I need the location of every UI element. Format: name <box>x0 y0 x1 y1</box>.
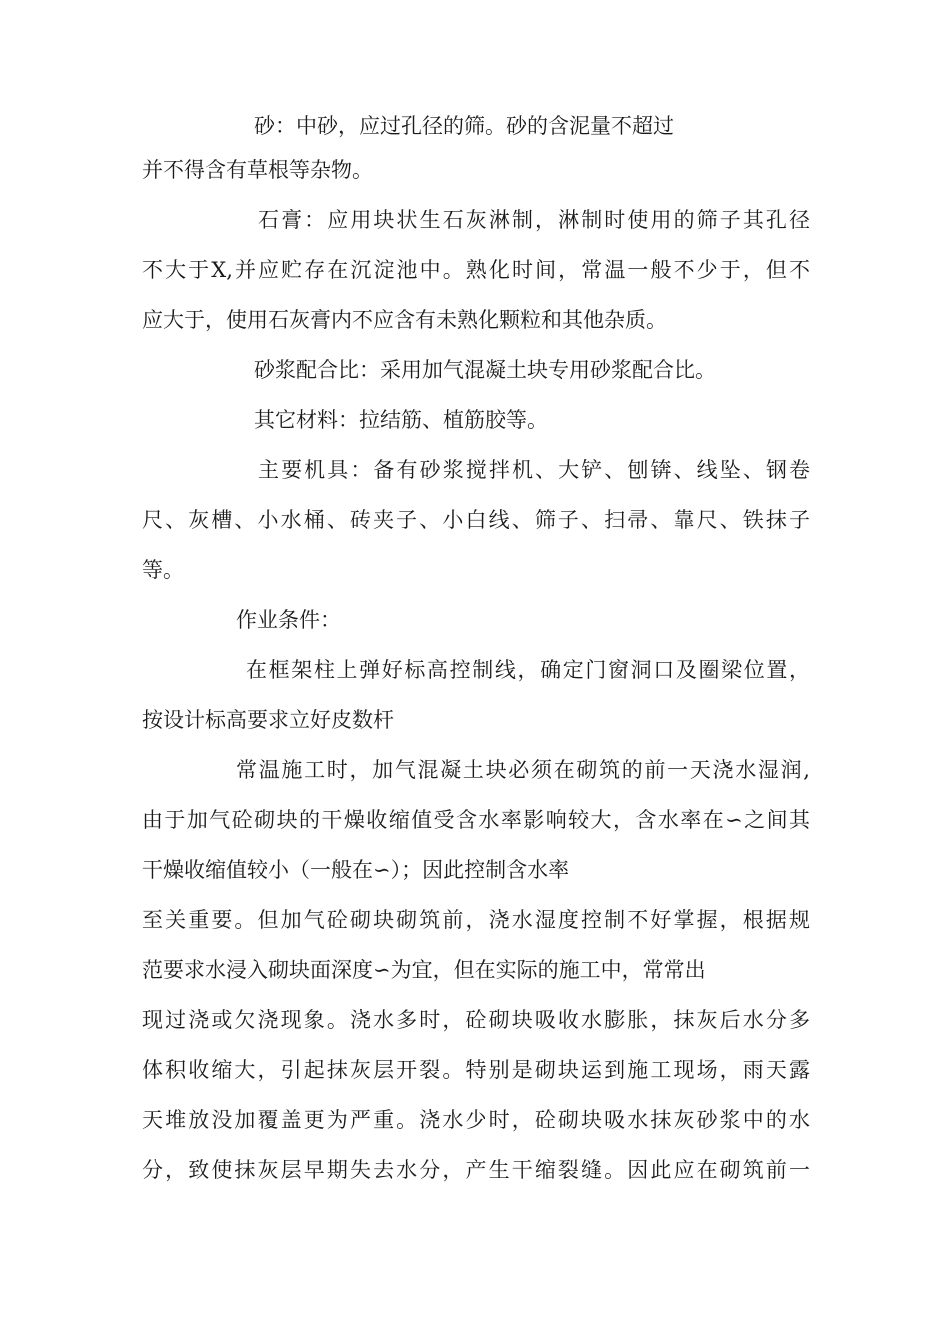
text-line: 常温施工时，加气混凝土块必须在砌筑的前一天浇水湿润, <box>236 758 810 782</box>
text-line: 应大于，使用石灰膏内不应含有未熟化颗粒和其他杂质。 <box>142 308 667 332</box>
text-line: 至关重要。但加气砼砌块砌筑前，浇水湿度控制不好掌握，根据规 <box>142 908 810 932</box>
text-line: 砂浆配合比：采用加气混凝土块专用砂浆配合比。 <box>254 358 716 382</box>
text-line: 砂：中砂，应过孔径的筛。砂的含泥量不超过 <box>254 114 674 138</box>
text-line: 其它材料：拉结筋、植筋胶等。 <box>254 408 548 432</box>
text-line: 在框架柱上弹好标高控制线，确定门窗洞口及圈梁位置， <box>246 658 810 682</box>
text-line: 天堆放没加覆盖更为严重。浇水少时，砼砌块吸水抹灰砂浆中的水 <box>142 1108 810 1132</box>
text-line: 现过浇或欠浇现象。浇水多时，砼砌块吸收水膨胀，抹灰后水分多 <box>142 1008 810 1032</box>
section-heading: 作业条件： <box>236 608 341 632</box>
text-line: 并不得含有草根等杂物。 <box>142 158 373 182</box>
text-line: 干燥收缩值较小（一般在∽）；因此控制含水率 <box>142 858 570 882</box>
text-line: 尺、灰槽、小水桶、砖夹子、小白线、筛子、扫帚、靠尺、铁抹子 <box>142 508 810 532</box>
text-line: 主要机具：备有砂浆搅拌机、大铲、刨锛、线坠、钢卷 <box>258 458 810 482</box>
text-line: 等。 <box>142 558 184 582</box>
text-line: 由于加气砼砌块的干燥收缩值受含水率影响较大，含水率在∽之间其 <box>142 808 810 832</box>
text-line: 按设计标高要求立好皮数杆 <box>142 708 394 732</box>
text-line: 分，致使抹灰层早期失去水分，产生干缩裂缝。因此应在砌筑前一 <box>142 1158 810 1182</box>
text-line: 范要求水浸入砌块面深度∽为宜，但在实际的施工中，常常出 <box>142 958 706 982</box>
text-line: 石膏：应用块状生石灰淋制，淋制时使用的筛子其孔径 <box>258 208 810 232</box>
text-line: 体积收缩大，引起抹灰层开裂。特别是砌块运到施工现场，雨天露 <box>142 1058 810 1082</box>
text-line: 不大于X,并应贮存在沉淀池中。熟化时间，常温一般不少于，但不 <box>142 258 810 282</box>
